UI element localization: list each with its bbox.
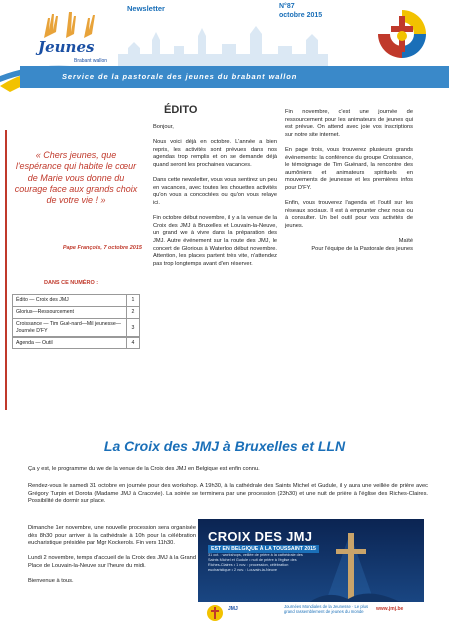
poster-subtitle: EST EN BELGIQUE À LA TOUSSAINT 2015 [208, 545, 319, 553]
toc-entry-page: 4 [131, 339, 135, 346]
article-column [28, 525, 196, 593]
toc-row [12, 337, 140, 350]
article-title: La Croix des JMJ à Bruxelles et LLN [103, 438, 346, 454]
issue-date: octobre 2015 [279, 12, 323, 19]
service-banner-text: Service de la pastorale des jeunes du brabant wallon [62, 72, 298, 81]
toc-entry-page: 3 [131, 324, 135, 331]
logo-text: Jeunes [38, 38, 95, 56]
poster-title: CROIX DES JMJ [208, 529, 313, 544]
newsletter-header [0, 0, 449, 90]
toc-entry-label: Croissance — Tim Gué-nard—Mil jeunesse—Journée D'FY [13, 319, 127, 336]
article-paragraph: Bienvenue à tous. [28, 578, 74, 585]
toc-entry-page: 2 [131, 309, 135, 316]
toc-title: DANS CE NUMÉRO : [44, 280, 99, 286]
signature-line: Pour l'équipe de la Pastorale des jeunes [311, 245, 413, 252]
quote-source: Pape François, 7 octobre 2015 [62, 245, 142, 251]
article-intro: Ça y est, le programme du we de la venue de la Croix des JMJ en Belgique est enfin connu. [28, 466, 260, 472]
toc-row [12, 306, 140, 319]
toc-entry-label: Agenda — Outil [13, 338, 127, 349]
toc-row [12, 294, 140, 307]
toc-entry-page: 1 [131, 297, 135, 304]
edito-paragraph: Fin novembre, c'est une journée de ressourcement pour les animateurs de jeunes qui est prévue. On attend avec joie vos inscriptions sur notre site internet. [285, 109, 413, 138]
poster-url: www.jmj.be [376, 606, 404, 612]
newsletter-label: Newsletter [127, 4, 165, 13]
issue-info [279, 2, 322, 20]
article-paragraph: Rendez-vous le samedi 31 octobre en journée pour des workshop. A 19h30, à la cathédrale des Saints Michel et Gudule, il y aura une veillée de prière avec Grégory Turpin et Dorota (Madame JMJ à Cracovie). La soirée se terminera par une procession (23h30) et une nuit de prière à l'église des Riches-Claires. Possibilité de dormir sur place. [28, 483, 428, 505]
poster-footer [198, 602, 424, 624]
city-skyline-illustration [118, 20, 328, 66]
issue-number: N°87 [279, 3, 295, 10]
article-paragraph: Lundi 2 novembre, temps d'accueil de la Croix des JMJ à la Grand Place de Louvain-la-Neuve sur l'heure du midi. [28, 555, 196, 569]
signature-name: Maïté [398, 238, 413, 245]
toc-entry-label: Glorius—Ressourcement [13, 307, 127, 318]
poster-details: 31 oct. : workshops, veillée de prière à la cathédrale des Saints Michel et Gudule • nuit de prière à l'église des Riches-Claires • 1 nov. : procession, célébration eucharistique • 2 nov. : Louvain-la-Neuve [208, 553, 303, 572]
jmj-cross-poster [198, 519, 424, 624]
edito-title: ÉDITO [164, 104, 198, 116]
logo-subtitle: Brabant wallon [74, 58, 108, 64]
edito-paragraph: En page trois, vous trouverez plusieurs grands événements: la conférence du groupe Croissance, le témoignage de Tim Guénard, la rencontre des aumôniers et animateurs spirituels en mouvements de jeunesse et les premières infos pour D'FY. [285, 146, 413, 191]
raised-hands-icon [36, 10, 106, 40]
toc-entry-label: Édito — Croix des JMJ [13, 295, 127, 306]
edito-paragraph: Enfin, vous trouverez l'agenda et l'outil sur les réseaux sociaux. Il est à emprunter chez nous ou à consulter. Un bel outil pour vos activités de jeunes. [285, 200, 413, 229]
jmj-logo-icon [374, 6, 430, 62]
table-of-contents [12, 294, 140, 349]
edito-paragraph: Nous voici déjà en octobre. L'année a bien repris, les activités sont prévues dans nos agendas trop remplis et on se demande déjà quand seront les prochaines vacances. [153, 139, 277, 168]
edito-column-left [153, 124, 277, 276]
edito-paragraph: Fin octobre début novembre, il y a la venue de la Croix des JMJ à Bruxelles et Louvain-la-Neuve, un grand we à vivre dans la préparation des JMJ. Autre événement sur la route des JMJ, le concert de Glorious à Waterloo début novembre. Attention, les places partent très vite, n'attendez pas trop longtemps avant d'en réserver. [153, 215, 277, 267]
edito-paragraph: Bonjour, [153, 124, 174, 130]
pope-quote: « Chers jeunes, que l'espérance qui habite le cœur de Marie vous donne du courage face aux grands choix de votre vie ! » [14, 150, 138, 206]
edito-paragraph: Dans cette newsletter, vous vous sentirez un peu en vacances, avec toutes les chouettes activités qu'on vous a concoctées ou qu'on vous relaye ici. [153, 177, 277, 206]
poster-tagline: Journées Mondiales de la Jeunesse · Le plus grand rassemblement de jeunes du monde [284, 604, 369, 614]
poster-jmj-label: JMJ [228, 606, 238, 612]
jmj-small-logo-icon [206, 604, 224, 622]
edito-column-right [285, 109, 413, 253]
article-paragraph: Dimanche 1er novembre, une nouvelle procession sera organisée dès 8h30 pour arriver à la cathédrale à 10h pour la célébration eucharistique présidée par Mgr Kockerols. Fin vers 11h30. [28, 525, 196, 547]
toc-row [12, 318, 140, 337]
